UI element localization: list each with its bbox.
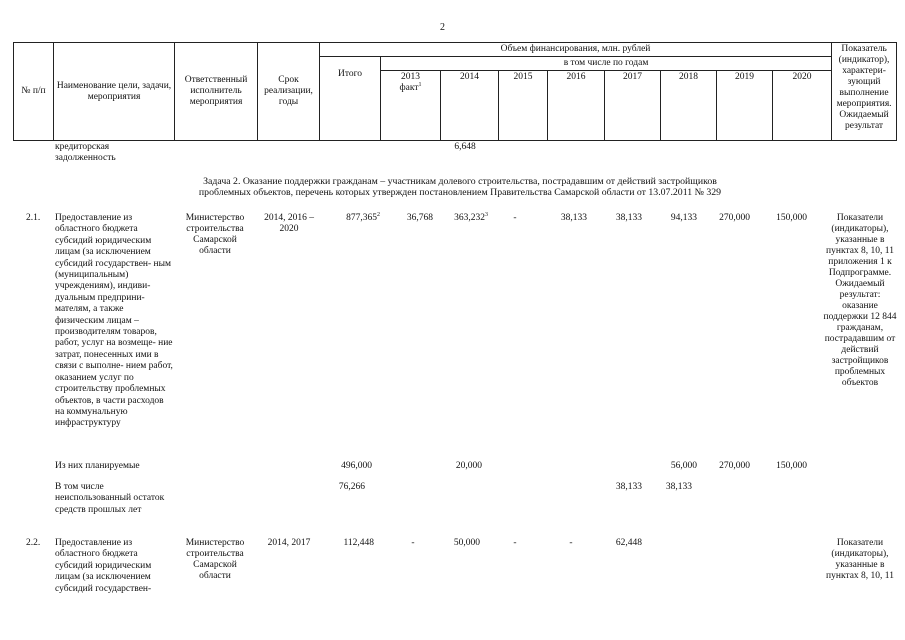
header-total: Итого <box>320 57 381 141</box>
row-2-1-2017: 38,133 <box>615 213 642 223</box>
row-2-1-2013: 36,768 <box>406 213 433 223</box>
header-name: Наименование цели, задачи, мероприятия <box>54 43 175 141</box>
planned-2019: 270,000 <box>719 461 750 471</box>
header-by-years: в том числе по годам <box>381 57 832 71</box>
row-2-1-indicator: Показатели (индикаторы), указанные в пунктах 8, 10, 11 приложения 1 к Подпрограмме. Ожидаемый результат: оказание поддержки 12 844 гражданам, пострадавшим от действий застройщиков проблемных объектов <box>823 213 897 388</box>
row-2-1-2020: 150,000 <box>776 213 807 223</box>
header-term: Срок реализации, годы <box>258 43 320 141</box>
header-indicator: Показатель (индикатор), характери- зующий выполнение мероприятия. Ожидаемый результат <box>832 43 897 141</box>
row-2-1-2015: - <box>513 213 517 223</box>
row-2-1-2014: 363,232$^3$ <box>454 211 488 223</box>
header-year-2018: 2018 <box>661 71 717 141</box>
row-2-1-num: 2.1. <box>26 213 41 223</box>
header-year-2017: 2017 <box>605 71 661 141</box>
unused-total: 76,266 <box>338 482 365 492</box>
unused-2017: 38,133 <box>615 482 642 492</box>
header-executor: Ответственный исполнитель мероприятия <box>175 43 258 141</box>
row-2-2-num: 2.2. <box>26 538 41 548</box>
row-2-1-term: 2014, 2016 – 2020 <box>264 213 314 234</box>
row-2-1-2019: 270,000 <box>719 213 750 223</box>
planned-2020: 150,000 <box>776 461 807 471</box>
header-year-2015: 2015 <box>499 71 548 141</box>
unused-2018: 38,133 <box>665 482 692 492</box>
row-2-2-2014: 50,000 <box>453 538 480 548</box>
row-2-2-total: 112,448 <box>343 538 374 548</box>
task-2-heading: Задача 2. Оказание поддержки гражданам – участникам долевого строительства, пострадавшим от действий застройщиков проблемных объектов, перечень которых утвержден постановлением Правительства Самарской области от 13.07.2011 № 329 <box>198 176 722 198</box>
row-2-1-2018: 94,133 <box>670 213 697 223</box>
row-2-2-executor: Министерство строительства Самарской области <box>185 538 245 581</box>
carry-name: кредиторская задолженность <box>55 142 116 164</box>
row-2-2-name: Предоставление из областного бюджета субсидий юридическим лицам (за исключением субсидий государствен- <box>55 538 152 594</box>
row-2-2-2013: - <box>411 538 415 548</box>
planned-2014: 20,000 <box>455 461 482 471</box>
row-2-1-name: Предоставление из областного бюджета субсидий юридическим лицам (за исключением субсидий государствен- ным (муниципальным) учреждениям), индиви- дуальным предприни- мателям, а также физическим лицам – производителям товаров, работ, услуг на возмеще- ние затрат, понесенных ими в связи с выполне- нием работ, оказанием услуг по строительству проблемных объектов, в части расходов на коммунальную инфраструктуру <box>55 213 173 429</box>
planned-2018: 56,000 <box>670 461 697 471</box>
header-year-2014: 2014 <box>441 71 499 141</box>
header-num: № п/п <box>14 43 54 141</box>
row-2-2-term: 2014, 2017 <box>267 538 311 548</box>
page-number: 2 <box>440 22 445 33</box>
row-2-1-total: 877,365$^2$ <box>346 211 380 223</box>
table-header <box>13 42 897 141</box>
header-year-2019: 2019 <box>717 71 773 141</box>
header-year-2016: 2016 <box>548 71 605 141</box>
row-2-2-2016: - <box>569 538 573 548</box>
row-2-2-indicator: Показатели (индикаторы), указанные в пунктах 8, 10, 11 <box>826 538 894 581</box>
planned-total: 496,000 <box>341 461 372 471</box>
carry-2014: 6,648 <box>454 142 476 152</box>
row-2-2-2015: - <box>513 538 517 548</box>
row-2-1-executor: Министерство строительства Самарской области <box>185 213 245 256</box>
row-2-2-2017: 62,448 <box>615 538 642 548</box>
header-year-2020: 2020 <box>773 71 832 141</box>
header-financing: Объем финансирования, млн. рублей <box>320 43 832 57</box>
planned-name: Из них планируемые <box>55 461 140 471</box>
header-year-2013: 2013 факт$^1$ <box>381 71 441 141</box>
unused-name: В том числе неиспользованный остаток средств прошлых лет <box>55 482 165 515</box>
row-2-1-2016: 38,133 <box>560 213 587 223</box>
